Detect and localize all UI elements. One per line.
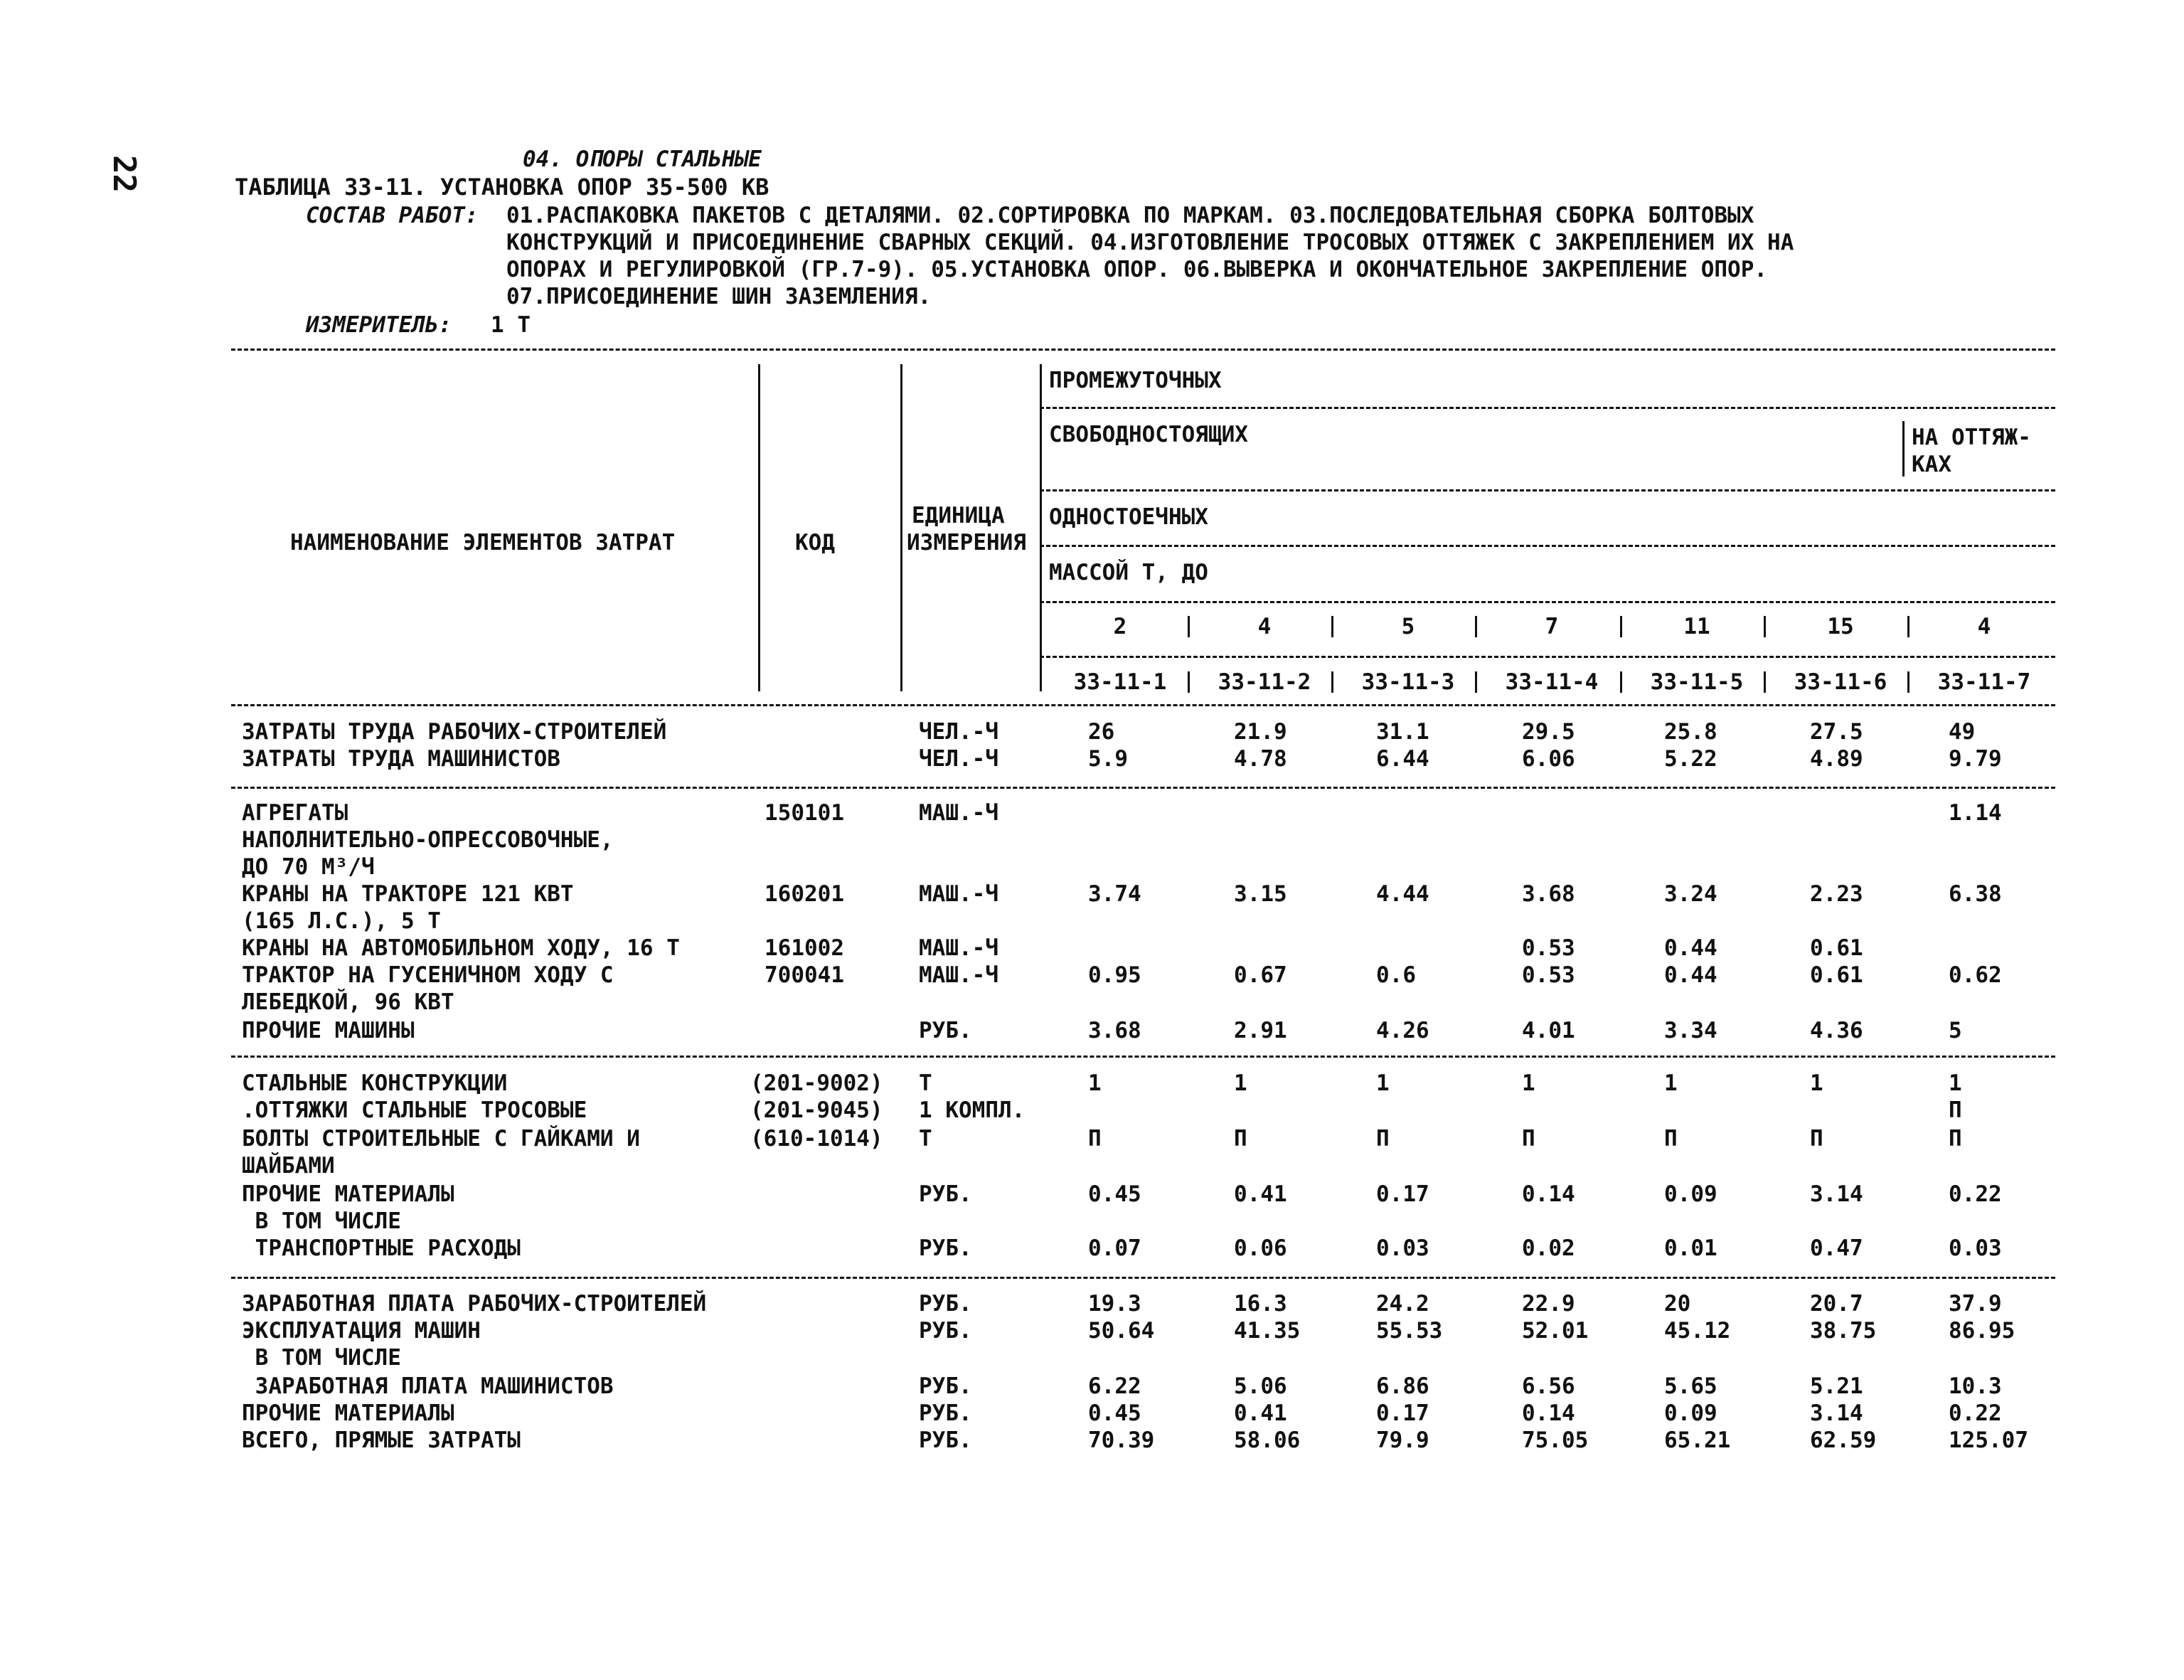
row-value: 0.01 [1664,1235,1717,1261]
row-value: 0.53 [1522,935,1575,961]
row-unit: РУБ. [919,1400,972,1426]
rule-h3 [1040,545,2055,547]
column-separator [1331,671,1333,693]
row-unit: МАШ.-Ч [919,800,998,826]
row-value: 4.44 [1376,881,1429,907]
row-value: 65.21 [1664,1428,1731,1453]
row-value: 1 [1088,1070,1102,1096]
row-value: 0.02 [1522,1235,1575,1261]
row-value: 38.75 [1810,1318,1877,1344]
row-value: 70.39 [1088,1428,1155,1453]
row-value: 4.01 [1522,1018,1575,1043]
row-value: 79.9 [1376,1428,1429,1453]
row-value: 6.22 [1088,1373,1141,1399]
row-value: 26 [1088,719,1115,745]
row-value: 29.5 [1522,719,1575,745]
row-value: 0.45 [1088,1400,1141,1426]
row-name: БОЛТЫ СТРОИТЕЛЬНЫЕ С ГАЙКАМИ И [242,1126,640,1152]
row-value: 0.06 [1234,1235,1287,1261]
row-value: 125.07 [1949,1428,2028,1453]
row-value: 0.17 [1376,1400,1429,1426]
row-value: 19.3 [1088,1291,1141,1317]
row-value: 0.6 [1376,962,1416,988]
header-unit-1: ЕДИНИЦА [912,503,1005,528]
column-code: 33-11-1 [1073,669,1167,695]
row-value: 4.78 [1234,746,1287,772]
row-value: 1 [1949,1070,1962,1096]
row-value: 5 [1949,1018,1962,1043]
row-name: ПРОЧИЕ МАТЕРИАЛЫ [242,1400,454,1426]
header-freestanding: СВОБОДНОСТОЯЩИХ [1049,422,1248,447]
row-value: П [1376,1126,1390,1152]
row-value: 6.06 [1522,746,1575,772]
row-name: ЗАРАБОТНАЯ ПЛАТА РАБОЧИХ-СТРОИТЕЛЕЙ [242,1291,707,1317]
column-code: 33-11-4 [1505,669,1599,695]
row-unit: МАШ.-Ч [919,962,998,988]
row-value: 58.06 [1234,1428,1301,1453]
composition-label: СОСТАВ РАБОТ: [306,203,479,228]
row-value: П [1088,1126,1102,1152]
mass-value: 11 [1683,614,1710,639]
row-value: 0.62 [1949,962,2002,988]
col-divider-unit [900,364,902,691]
row-value: 0.41 [1234,1400,1287,1426]
row-value: 4.36 [1810,1018,1863,1043]
rule-h2 [1040,489,2055,491]
row-code: (201-9002) [750,1070,883,1096]
row-value: 1 [1376,1070,1390,1096]
row-unit: РУБ. [919,1018,972,1043]
row-value: 6.38 [1949,881,2002,907]
row-value: 21.9 [1234,719,1287,745]
row-value: 20 [1664,1291,1691,1317]
row-value: 55.53 [1376,1318,1443,1344]
row-unit: 1 КОМПЛ. [919,1097,1026,1123]
row-value: 0.61 [1810,962,1863,988]
column-code: 33-11-5 [1650,669,1744,695]
row-code: 161002 [765,935,844,961]
row-value: 0.07 [1088,1235,1141,1261]
row-unit: МАШ.-Ч [919,881,998,907]
rule-header-bottom [231,704,2055,706]
row-value: 0.22 [1949,1400,2002,1426]
row-value: 0.53 [1522,962,1575,988]
unit-label: ИЗМЕРИТЕЛЬ: [306,312,452,338]
row-value: 3.15 [1234,881,1287,907]
row-name: ВСЕГО, ПРЯМЫЕ ЗАТРАТЫ [242,1428,521,1453]
column-separator [1188,671,1190,693]
row-value: 1 [1522,1070,1535,1096]
mass-value: 4 [1257,614,1272,639]
row-unit: ЧЕЛ.-Ч [919,719,998,745]
row-value: 22.9 [1522,1291,1575,1317]
row-value: 49 [1949,719,1976,745]
row-name: СТАЛЬНЫЕ КОНСТРУКЦИИ [242,1070,508,1096]
column-separator [1475,671,1477,693]
header-guyed-1: НА ОТТЯЖ- [1912,425,2031,450]
row-unit: МАШ.-Ч [919,935,998,961]
column-code: 33-11-2 [1218,669,1311,695]
row-value: 5.06 [1234,1373,1287,1399]
row-unit: РУБ. [919,1373,972,1399]
column-separator [1764,616,1766,637]
row-unit: РУБ. [919,1235,972,1261]
header-unit-2: ИЗМЕРЕНИЯ [907,530,1026,555]
row-value: 52.01 [1522,1318,1589,1344]
row-value: 20.7 [1810,1291,1863,1317]
mass-value: 5 [1401,614,1415,639]
row-value: 3.34 [1664,1018,1717,1043]
header-single-post: ОДНОСТОЕЧНЫХ [1049,504,1208,530]
col-divider-values [1040,364,1042,691]
composition-line-1: 01.РАСПАКОВКА ПАКЕТОВ С ДЕТАЛЯМИ. 02.СОРТИРОВКА ПО МАРКАМ. 03.ПОСЛЕДОВАТЕЛЬНАЯ СБОРКА БОЛТОВЫХ [506,203,1754,228]
row-unit: Т [919,1126,932,1152]
column-separator [1331,616,1333,637]
table-title: ТАБЛИЦА 33-11. УСТАНОВКА ОПОР 35-500 КВ [235,174,769,201]
row-value: 0.14 [1522,1181,1575,1207]
row-value: П [1949,1097,1962,1123]
row-value: 0.14 [1522,1400,1575,1426]
row-name: В ТОМ ЧИСЛЕ [242,1345,401,1371]
row-value: 0.41 [1234,1181,1287,1207]
row-value: 5.9 [1088,746,1128,772]
row-name: ЗАТРАТЫ ТРУДА РАБОЧИХ-СТРОИТЕЛЕЙ [242,719,667,745]
header-mass: МАССОЙ Т, ДО [1049,560,1208,585]
row-value: 50.64 [1088,1318,1155,1344]
column-code: 33-11-7 [1937,669,2031,695]
row-unit: Т [919,1070,932,1096]
row-value: 6.56 [1522,1373,1575,1399]
rule-h1 [1040,407,2055,409]
row-unit: РУБ. [919,1181,972,1207]
row-value: 2.91 [1234,1018,1287,1043]
row-unit: РУБ. [919,1318,972,1344]
row-value: 25.8 [1664,719,1717,745]
header-name: НАИМЕНОВАНИЕ ЭЛЕМЕНТОВ ЗАТРАТ [290,530,676,555]
row-value: 41.35 [1234,1318,1301,1344]
row-value: 0.17 [1376,1181,1429,1207]
column-separator [1907,671,1909,693]
row-value: 0.61 [1810,935,1863,961]
row-code: (201-9045) [750,1097,883,1123]
row-name: ТРАКТОР НА ГУСЕНИЧНОМ ХОДУ С [242,962,614,988]
row-name: АГРЕГАТЫ [242,800,348,826]
row-value: 0.47 [1810,1235,1863,1261]
row-value: 3.14 [1810,1181,1863,1207]
mass-value: 4 [1977,614,1991,639]
row-value: 6.86 [1376,1373,1429,1399]
row-code: 160201 [765,881,844,907]
row-code: 700041 [765,962,844,988]
row-value: 4.89 [1810,746,1863,772]
row-name: ШАЙБАМИ [242,1153,335,1179]
page-number: 22 [106,155,142,193]
row-value: 24.2 [1376,1291,1429,1317]
row-code: (610-1014) [750,1126,883,1152]
row-value: 5.21 [1810,1373,1863,1399]
row-value: 1 [1664,1070,1678,1096]
row-name: ДО 70 М³/Ч [242,854,375,880]
rule-section-1 [231,787,2055,789]
row-name: КРАНЫ НА ТРАКТОРЕ 121 КВТ [242,881,574,907]
row-value: П [1664,1126,1678,1152]
row-value: 27.5 [1810,719,1863,745]
column-separator [1907,616,1909,637]
row-value: 3.68 [1088,1018,1141,1043]
row-value: 86.95 [1949,1318,2015,1344]
row-value: 1 [1234,1070,1247,1096]
rule-h5 [1040,656,2055,658]
row-value: 16.3 [1234,1291,1287,1317]
row-value: 0.67 [1234,962,1287,988]
row-value: 3.14 [1810,1400,1863,1426]
row-value: 0.09 [1664,1400,1717,1426]
row-name: .ОТТЯЖКИ СТАЛЬНЫЕ ТРОСОВЫЕ [242,1097,587,1123]
row-unit: РУБ. [919,1428,972,1453]
column-code: 33-11-6 [1794,669,1887,695]
row-name: ЗАТРАТЫ ТРУДА МАШИНИСТОВ [242,746,560,772]
row-name: ПРОЧИЕ МАТЕРИАЛЫ [242,1181,454,1207]
rule-h4 [1040,601,2055,603]
header-code: КОД [795,530,835,555]
row-value: 0.45 [1088,1181,1141,1207]
row-name: ЭКСПЛУАТАЦИЯ МАШИН [242,1318,481,1344]
row-name: ТРАНСПОРТНЫЕ РАСХОДЫ [242,1235,521,1261]
row-unit: ЧЕЛ.-Ч [919,746,998,772]
mass-value: 7 [1545,614,1559,639]
row-name: ЗАРАБОТНАЯ ПЛАТА МАШИНИСТОВ [242,1373,614,1399]
row-value: 5.65 [1664,1373,1717,1399]
column-separator [1620,616,1622,637]
row-value: 0.03 [1376,1235,1429,1261]
row-name: ПРОЧИЕ МАШИНЫ [242,1018,415,1043]
row-value: П [1234,1126,1247,1152]
column-separator [1475,616,1477,637]
header-guyed-2: КАХ [1912,452,1951,477]
row-code: 150101 [765,800,844,826]
row-name: В ТОМ ЧИСЛЕ [242,1208,401,1234]
row-value: П [1810,1126,1823,1152]
row-name: (165 Л.С.), 5 Т [242,908,441,934]
section-title: 04. ОПОРЫ СТАЛЬНЫЕ [523,147,762,172]
composition-line-2: КОНСТРУКЦИЙ И ПРИСОЕДИНЕНИЕ СВАРНЫХ СЕКЦИЙ. 04.ИЗГОТОВЛЕНИЕ ТРОСОВЫХ ОТТЯЖЕК С ЗАКРЕПЛЕНИЕМ ИХ НА [506,230,1794,255]
rule-top [231,349,2055,351]
column-separator [1620,671,1622,693]
rule-section-3 [231,1277,2055,1279]
column-code: 33-11-3 [1361,669,1455,695]
row-name: ЛЕБЕДКОЙ, 96 КВТ [242,989,454,1015]
column-separator [1188,616,1190,637]
mass-value: 2 [1113,614,1127,639]
row-value: 0.44 [1664,935,1717,961]
row-value: 0.09 [1664,1181,1717,1207]
row-value: 5.22 [1664,746,1717,772]
row-name: КРАНЫ НА АВТОМОБИЛЬНОМ ХОДУ, 16 Т [242,935,680,961]
row-value: 31.1 [1376,719,1429,745]
composition-line-3: ОПОРАХ И РЕГУЛИРОВКОЙ (ГР.7-9). 05.УСТАНОВКА ОПОР. 06.ВЫВЕРКА И ОКОНЧАТЕЛЬНОЕ ЗАКРЕПЛЕНИЕ ОПОР. [506,257,1768,282]
row-value: 3.74 [1088,881,1141,907]
row-value: 9.79 [1949,746,2002,772]
column-separator [1764,671,1766,693]
row-value: 45.12 [1664,1318,1731,1344]
col-divider-code [758,364,760,691]
row-value: П [1522,1126,1535,1152]
row-value: 75.05 [1522,1428,1589,1453]
rule-section-2 [231,1056,2055,1058]
row-value: П [1949,1126,1962,1152]
header-intermediate: ПРОМЕЖУТОЧНЫХ [1049,368,1222,393]
mass-value: 15 [1827,614,1854,639]
unit-value: 1 Т [491,312,531,338]
row-value: 4.26 [1376,1018,1429,1043]
row-value: 0.22 [1949,1181,2002,1207]
row-value: 3.68 [1522,881,1575,907]
row-name: НАПОЛНИТЕЛЬНО-ОПРЕССОВОЧНЫЕ, [242,827,614,853]
row-value: 1 [1810,1070,1823,1096]
row-value: 1.14 [1949,800,2002,826]
col-divider-guyed [1902,421,1905,477]
row-value: 0.03 [1949,1235,2002,1261]
row-value: 3.24 [1664,881,1717,907]
row-value: 62.59 [1810,1428,1877,1453]
row-value: 6.44 [1376,746,1429,772]
row-value: 0.44 [1664,962,1717,988]
row-value: 37.9 [1949,1291,2002,1317]
row-value: 10.3 [1949,1373,2002,1399]
row-value: 2.23 [1810,881,1863,907]
row-unit: РУБ. [919,1291,972,1317]
row-value: 0.95 [1088,962,1141,988]
composition-line-4: 07.ПРИСОЕДИНЕНИЕ ШИН ЗАЗЕМЛЕНИЯ. [506,284,932,309]
